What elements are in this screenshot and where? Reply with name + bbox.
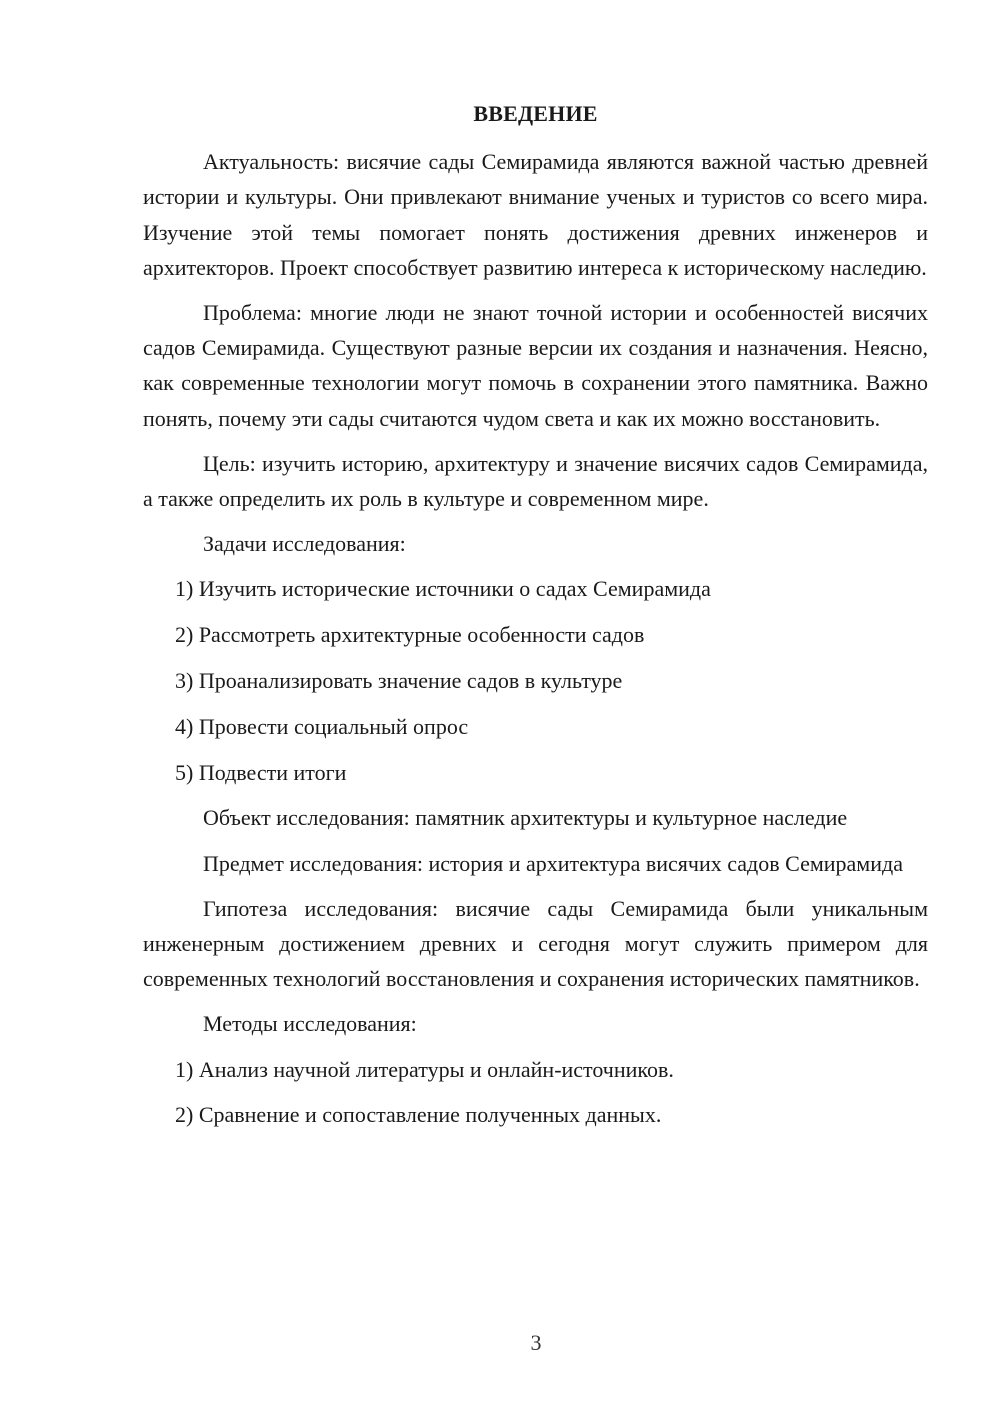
subject-paragraph: Предмет исследования: история и архитектура висячих садов Семирамида <box>203 850 903 876</box>
methods-list <box>143 1052 928 1133</box>
methods-label: Методы исследования: <box>203 1011 417 1037</box>
list-item: 1) Анализ научной литературы и онлайн-источников. <box>175 1056 674 1082</box>
object-paragraph: Объект исследования: памятник архитектуры и культурное наследие <box>203 805 848 831</box>
page-content <box>143 96 928 1143</box>
list-item: 4) Провести социальный опрос <box>175 713 469 739</box>
list-item: 2) Рассмотреть архитектурные особенности садов <box>175 622 645 648</box>
list-item: 3) Проанализировать значение садов в культуре <box>175 668 623 694</box>
tasks-list <box>143 571 928 789</box>
list-item: 2) Сравнение и сопоставление полученных данных. <box>175 1102 662 1128</box>
list-item: 5) Подвести итоги <box>175 759 347 785</box>
problem-paragraph: Проблема: многие люди не знают точной истории и особенностей висячих садов Семирамида. Существуют разные версии их создания и назначения. Неясно, как современные технологии могут помочь в сохранении этого памятника. Важно понять, почему эти сады считаются чудом света и как их можно восстановить. <box>143 300 928 431</box>
page-number: 3 <box>530 1330 542 1355</box>
goal-paragraph: Цель: изучить историю, архитектуру и значение висячих садов Семирамида, а также определить их роль в культуре и современном мире. <box>143 450 928 512</box>
list-item: 1) Изучить исторические источники о садах Семирамида <box>175 576 711 602</box>
hypothesis-paragraph: Гипотеза исследования: висячие сады Семирамида были уникальным инженерным достижением древних и сегодня могут служить примером для современных технологий восстановления и сохранения исторических памятников. <box>143 895 928 992</box>
tasks-label: Задачи исследования: <box>203 531 406 557</box>
relevance-paragraph: Актуальность: висячие сады Семирамида являются важной частью древней истории и культуры. Они привлекают внимание ученых и туристов со всего мира. Изучение этой темы помогает понять достижения древних инженеров и архитекторов. Проект способствует развитию интереса к историческому наследию. <box>143 149 928 280</box>
page-title: ВВЕДЕНИЕ <box>473 101 598 126</box>
